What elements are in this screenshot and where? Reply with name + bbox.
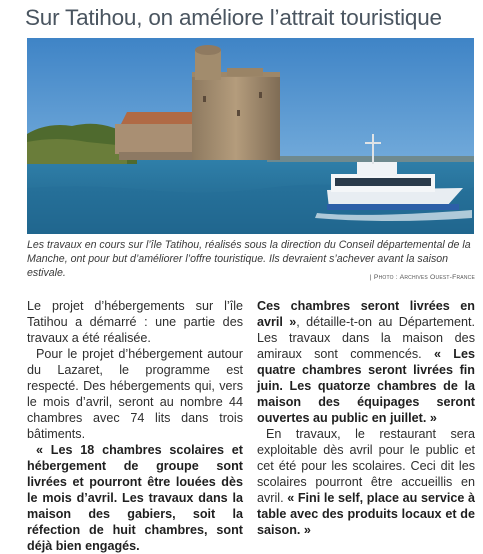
photo-caption: Les travaux en cours sur l’île Tatihou, réalisés sous la direction du Conseil départemental de la Manche, ont pour but d’améliorer l’offre touristique. Ils devraient s’achever avant la saison estivale. bbox=[27, 239, 471, 279]
tatihou-photo bbox=[27, 38, 474, 234]
article-column-right bbox=[257, 298, 475, 538]
quote-bold: Ces chambres seront livrées en avril » bbox=[257, 299, 475, 329]
quote-bold: « Fini le self, place au service à table avec des produits locaux et de saison. » bbox=[257, 491, 475, 537]
paragraph-text: En travaux, le restaurant sera exploitable dès avril pour le public et cet été pour les scolaires. Ceci dit les scolaires pourront être accueillis en avril. bbox=[257, 427, 475, 505]
paragraph bbox=[257, 298, 475, 426]
photo-credit: | Photo : Archives Ouest-France bbox=[369, 274, 475, 281]
article-headline: Sur Tatihou, on améliore l’attrait touristique bbox=[25, 5, 442, 30]
paragraph bbox=[27, 442, 243, 554]
article-column-left bbox=[27, 298, 243, 554]
paragraph: Le projet d’hébergements sur l’île Tatihou a démarré : une partie des travaux a été réalisée. bbox=[27, 299, 243, 345]
paragraph-text: , détaille-t-on au Département. Les travaux dans la maison des amiraux sont commencés. bbox=[257, 315, 475, 361]
quote-bold: « Les quatre chambres seront livrées fin juin. Les quatorze chambres de la maison des équipages seront ouvertes au public en juillet. » bbox=[257, 347, 475, 425]
quote-bold: « Les 18 chambres scolaires et hébergement de groupe sont livrées et pourront être louées dès le mois d’avril. Les travaux dans la maison des gabiers, soit la réfection de huit chambres, sont déjà bien engagés. bbox=[27, 443, 243, 553]
paragraph bbox=[257, 426, 475, 538]
paragraph: Pour le projet d’hébergement autour du Lazaret, le programme est respecté. Des hébergements qui, vers le mois d’avril, seront au nombre 44 chambres avec 74 lits dans trois bâtiments. bbox=[27, 347, 243, 441]
